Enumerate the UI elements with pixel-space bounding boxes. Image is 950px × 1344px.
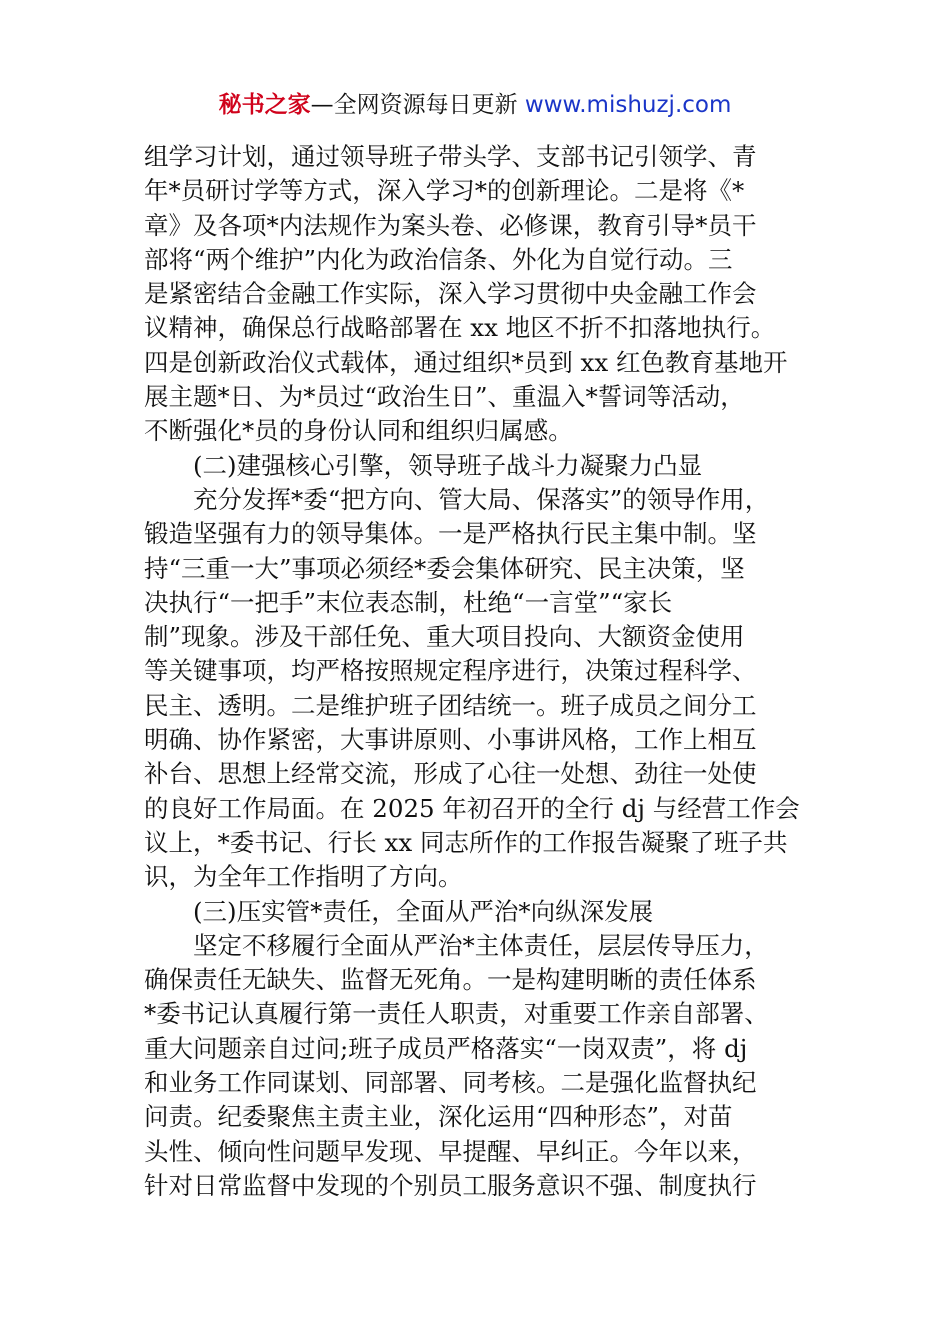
text-line: 头性、倾向性问题早发现、早提醒、早纠正。今年以来， — [144, 1136, 757, 1166]
text-line: 民主、透明。二是维护班子团结统一。班子成员之间分工 — [144, 690, 757, 720]
text-line: 持“三重一大”事项必须经*委会集体研究、民主决策，坚 — [144, 553, 745, 583]
paragraph-first-line: 坚定不移履行全面从严治*主体责任，层层传导压力， — [193, 930, 769, 960]
text-line: 锻造坚强有力的领导集体。一是严格执行民主集中制。坚 — [144, 519, 757, 549]
text-line: 章》及各项*内法规作为案头卷、必修课，教育引导*员干 — [144, 210, 757, 240]
text-line: 重大问题亲自过问;班子成员严格落实“一岗双责”，将 dj — [144, 1033, 748, 1063]
paragraph-first-line: (二)建强核心引擎，领导班子战斗力凝聚力凸显 — [193, 450, 703, 480]
text-line: 展主题*日、为*员过“政治生日”、重温入*誓词等活动， — [144, 382, 745, 412]
text-line: 议上，*委书记、行长 xx 同志所作的工作报告凝聚了班子共 — [144, 827, 788, 857]
text-line: 议精神，确保总行战略部署在 xx 地区不折不扣落地执行。 — [144, 313, 776, 343]
text-line: 问责。纪委聚焦主责主业，深化运用“四种形态”，对苗 — [144, 1102, 733, 1132]
site-tagline: —全网资源每日更新 — [310, 92, 518, 118]
text-line: 等关键事项，均严格按照规定程序进行，决策过程科学、 — [144, 656, 757, 686]
text-line: 确保责任无缺失、监督无死角。一是构建明晰的责任体系 — [144, 965, 757, 995]
text-line: 针对日常监督中发现的个别员工服务意识不强、制度执行 — [144, 1170, 757, 1200]
site-header — [0, 88, 950, 122]
paragraph-first-line: (三)压实管*责任，全面从严治*向纵深发展 — [193, 896, 654, 926]
site-brand: 秘书之家 — [218, 92, 311, 118]
text-line: 和业务工作同谋划、同部署、同考核。二是强化监督执纪 — [144, 1068, 757, 1098]
text-line: *委书记认真履行第一责任人职责，对重要工作亲自部署、 — [144, 999, 769, 1029]
text-line: 部将“两个维护”内化为政治信条、外化为自觉行动。三 — [144, 244, 733, 274]
text-line: 年*员研讨学等方式，深入学习*的创新理论。二是将《* — [144, 176, 745, 206]
text-line: 决执行“一把手”末位表态制，杜绝“一言堂”“家长 — [144, 587, 673, 617]
text-line: 不断强化*员的身份认同和组织归属感。 — [144, 416, 573, 446]
text-line: 组学习计划，通过领导班子带头学、支部书记引领学、青 — [144, 142, 757, 171]
text-line: 是紧密结合金融工作实际，深入学习贯彻中央金融工作会 — [144, 279, 757, 309]
text-line: 识，为全年工作指明了方向。 — [144, 862, 463, 892]
text-line: 的良好工作局面。在 2025 年初召开的全行 dj 与经营工作会 — [144, 793, 800, 823]
document-body — [144, 140, 814, 1203]
text-line: 补台、思想上经常交流，形成了心往一处想、劲往一处使 — [144, 759, 757, 789]
paragraph-first-line: 充分发挥*委“把方向、管大局、保落实”的领导作用， — [193, 484, 770, 514]
site-url-link[interactable]: www.mishuzj.com — [524, 92, 732, 118]
text-line: 四是创新政治仪式载体，通过组织*员到 xx 红色教育基地开 — [144, 347, 788, 377]
text-line: 明确、协作紧密，大事讲原则、小事讲风格，工作上相互 — [144, 725, 757, 755]
text-line: 制”现象。涉及干部任免、重大项目投向、大额资金使用 — [144, 622, 745, 652]
